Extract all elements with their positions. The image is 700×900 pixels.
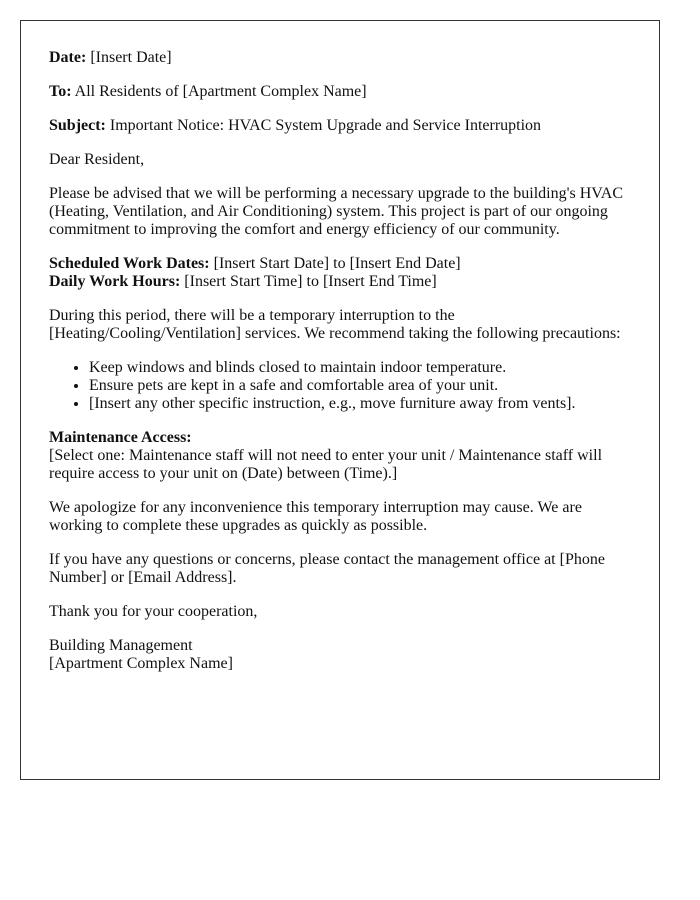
apology-paragraph: We apologize for any inconvenience this temporary interruption may cause. We are working to complete these upgrades as quickly as possible.: [49, 499, 582, 534]
signature-line-1: Building Management: [49, 637, 193, 654]
subject-value: Important Notice: HVAC System Upgrade and Service Interruption: [109, 117, 542, 134]
precaution-item: • Ensure pets are kept in a safe and comfortable area of your unit.: [89, 377, 631, 395]
salutation: Dear Resident,: [49, 151, 145, 168]
date-line: [49, 49, 631, 67]
signature-line-2: [Apartment Complex Name]: [49, 655, 233, 672]
to-line: [49, 83, 631, 101]
date-value: [Insert Date]: [90, 49, 172, 66]
work-dates-value: [Insert Start Date] to [Insert End Date]: [213, 255, 461, 272]
to-label: To:: [49, 83, 72, 100]
date-label: Date:: [49, 49, 87, 66]
signature-block: [49, 637, 631, 673]
precaution-item: • Keep windows and blinds closed to maintain indoor temperature.: [89, 359, 631, 377]
work-hours-line: [49, 273, 631, 291]
precautions-list: [49, 359, 631, 413]
work-dates-line: [49, 255, 631, 273]
maintenance-access-value: [Select one: Maintenance staff will not need to enter your unit / Maintenance staff will require access to your unit on (Date) between (Time).]: [49, 447, 603, 482]
schedule-block: [49, 255, 631, 291]
contact-paragraph: If you have any questions or concerns, please contact the management office at [Phone Number] or [Email Address].: [49, 551, 605, 586]
subject-label: Subject:: [49, 117, 106, 134]
letter-document: [20, 20, 660, 780]
interruption-paragraph: During this period, there will be a temporary interruption to the [Heating/Cooling/Ventilation] services. We recommend taking the following precautions:: [49, 307, 621, 342]
work-hours-value: [Insert Start Time] to [Insert End Time]: [184, 273, 437, 290]
maintenance-access-label: Maintenance Access:: [49, 429, 192, 446]
closing: Thank you for your cooperation,: [49, 603, 258, 620]
work-hours-label: Daily Work Hours:: [49, 273, 181, 290]
work-dates-label: Scheduled Work Dates:: [49, 255, 210, 272]
subject-line: [49, 117, 631, 135]
precaution-item: • [Insert any other specific instruction, e.g., move furniture away from vents].: [89, 395, 631, 413]
intro-paragraph: Please be advised that we will be performing a necessary upgrade to the building's HVAC (Heating, Ventilation, and Air Conditioning) system. This project is part of our ongoing commitment to improving the comfort and energy efficiency of our community.: [49, 185, 623, 238]
maintenance-access-block: [49, 429, 631, 483]
to-value: All Residents of [Apartment Complex Name]: [74, 83, 367, 100]
